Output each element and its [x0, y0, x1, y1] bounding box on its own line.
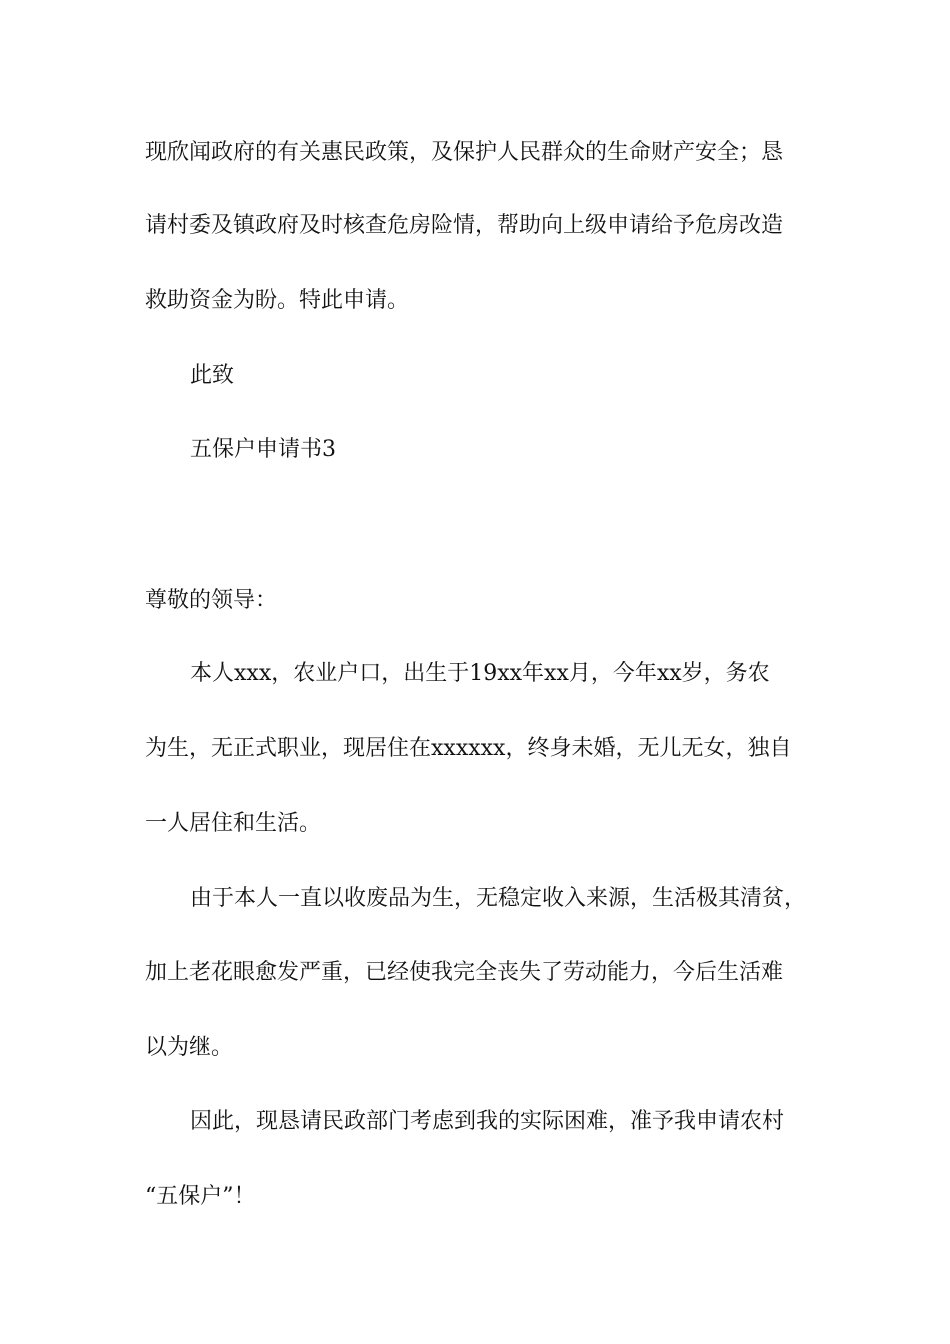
body-text-line: 现欣闻政府的有关惠民政策，及保护人民群众的生命财产安全；恳 — [145, 140, 784, 165]
body-text-line: 因此，现恳请民政部门考虑到我的实际困难，准予我申请农村 — [190, 1109, 785, 1134]
body-text-line: 为生，无正式职业，现居住在xxxxxx，终身未婚，无儿无女，独自 — [145, 736, 792, 761]
greeting: 尊敬的领导： — [145, 588, 278, 613]
body-text-line: 由于本人一直以收废品为生，无稳定收入来源，生活极其清贫， — [190, 886, 807, 911]
body-text-line: “五保户”！ — [145, 1184, 256, 1209]
body-text-line: 加上老花眼愈发严重，已经使我完全丧失了劳动能力，今后生活难 — [145, 960, 784, 985]
body-text-line: 本人xxx，农业户口，出生于19xx年xx月，今年xx岁，务农 — [190, 661, 770, 686]
section-title: 五保户申请书3 — [190, 437, 336, 462]
body-text-line: 救助资金为盼。特此申请。 — [145, 288, 410, 313]
body-text-line: 请村委及镇政府及时核查危房险情，帮助向上级申请给予危房改造 — [145, 213, 784, 238]
body-text-line: 一人居住和生活。 — [145, 811, 322, 836]
closing-salutation: 此致 — [190, 363, 235, 388]
body-text-line: 以为继。 — [145, 1035, 234, 1060]
